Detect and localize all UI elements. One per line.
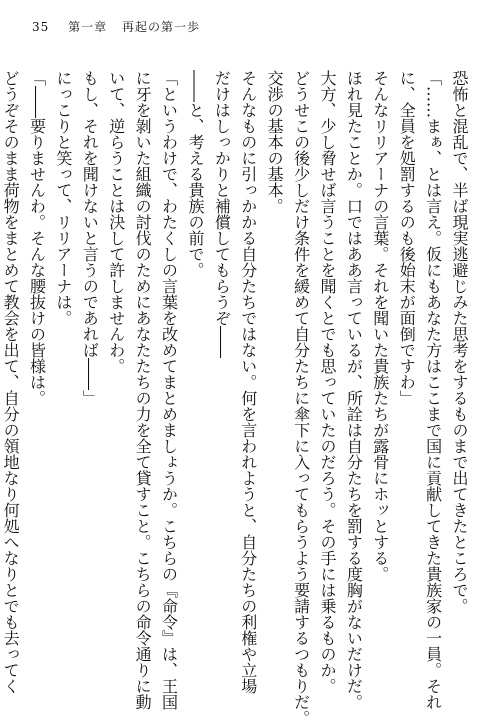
text-line: どうぞそのまま荷物をまとめて教会を出て、自分の領地なり何処へなりとでも去ってく xyxy=(1,70,21,694)
text-line: 「というわけで、わたくしの言葉を改めてまとめましょうか。こちらの『命令』は、王国 xyxy=(159,70,179,710)
text-line: どうせこの後少しだけ条件を緩めて自分たちに傘下に入ってもらうよう要請するつもりだ。 xyxy=(291,70,311,726)
text-line: そんなものに引っかかる自分たちではない。何を言われようと、自分たちの利権や立場 xyxy=(238,70,258,694)
text-line: 大方、少し脅せば言うことを聞くとでも思っていたのだろう。その手には乗るものか。 xyxy=(317,70,337,694)
text-line: 恐怖と混乱で、半ば現実逃避じみた思考をするものまで出てきたところで。 xyxy=(450,70,469,614)
text-line: ――と、考える貴族の前で。 xyxy=(185,70,205,278)
page-number: 35 xyxy=(32,20,50,34)
text-line: 交渉の基本の基本。 xyxy=(265,70,285,214)
vertical-body-text xyxy=(1,70,472,726)
text-line: にっこりと笑って、リリアーナは。 xyxy=(53,70,73,326)
chapter-label: 第一章 xyxy=(68,20,108,34)
text-line: もし、それを聞けないと言うのであれば――」 xyxy=(80,70,100,406)
text-line: そんなリリアーナの言葉。それを聞いた貴族たちが露骨にホッとする。 xyxy=(370,70,390,582)
text-line: ほれ見たことか。口ではああ言っているが、所詮は自分たちを罰する度胸がないだけだ。 xyxy=(344,70,364,710)
text-line: だけはしっかりと補償してもらうぞ―― xyxy=(212,70,232,358)
text-line: 「……まぁ、とは言え。仮にもあなた方はここまで国に貢献してきた貴族家の一員。それ xyxy=(423,70,443,710)
text-line: 「――要りませんわ。そんな腰抜けの皆様は。 xyxy=(27,70,47,406)
text-line: いて、逆らうことは決して許しませんわ。 xyxy=(106,70,126,374)
text-line: に牙を剝いた組織の討伐のためにあなたたちの力を全て貸すこと。こちらの命令通りに動 xyxy=(133,70,153,710)
text-line: に、全員を処罰するのも後始末が面倒ですわ」 xyxy=(397,70,417,406)
running-header xyxy=(32,18,200,35)
chapter-title: 再起の第一歩 xyxy=(121,20,200,34)
